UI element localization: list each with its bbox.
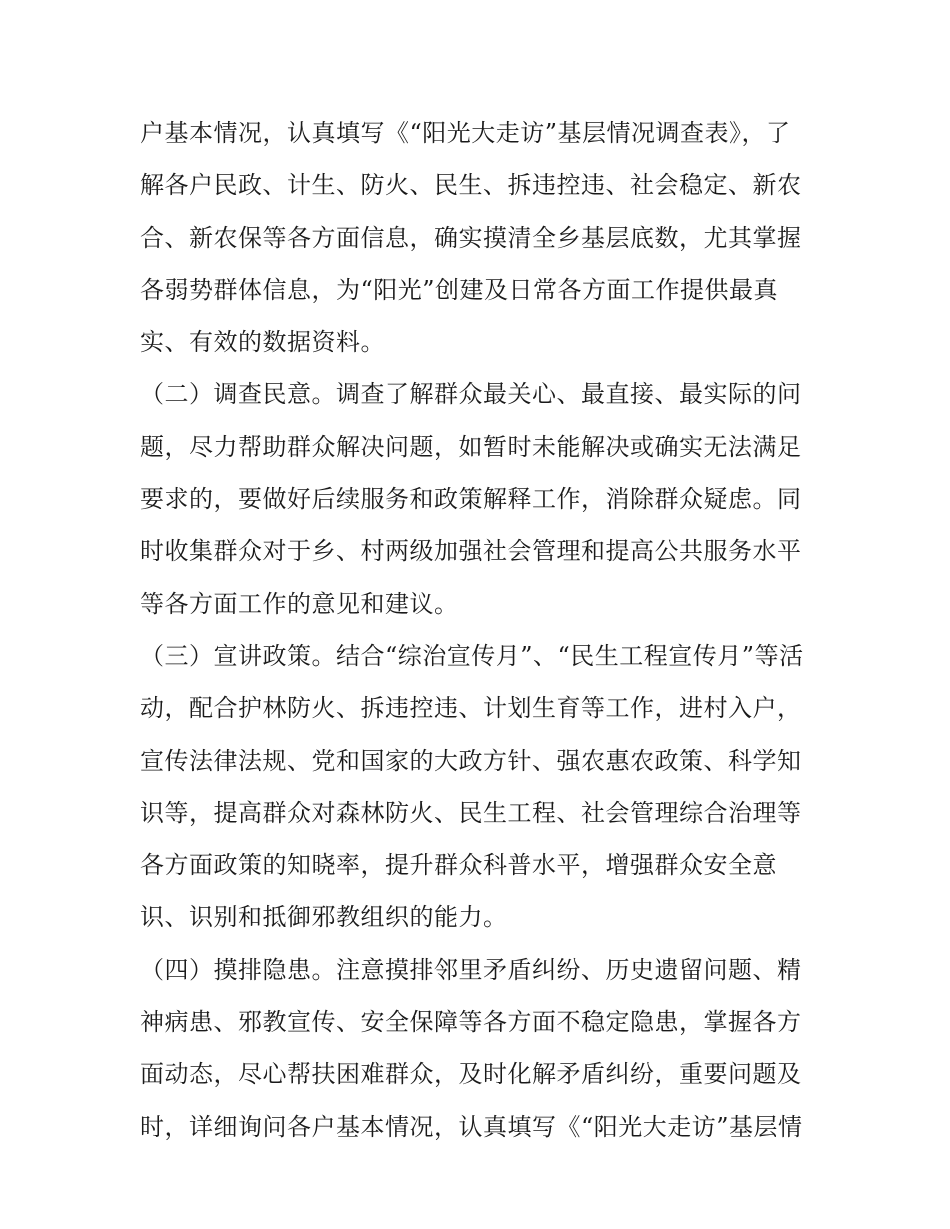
text-line: 识等，提高群众对森林防火、民生工程、社会管理综合治理等 — [140, 798, 802, 827]
text-line: 要求的，要做好后续服务和政策解释工作，消除群众疑虑。同 — [140, 485, 802, 514]
text-line: 户基本情况，认真填写《“阳光大走访”基层情况调查表》，了 — [140, 119, 791, 147]
text-line: 时收集群众对于乡、村两级加强社会管理和提高公共服务水平 — [140, 537, 802, 566]
text-line: 各弱势群体信息，为“阳光”创建及日常各方面工作提供最真 — [140, 275, 779, 304]
text-line: 解各户民政、计生、防火、民生、拆违控违、社会稳定、新农 — [140, 171, 802, 200]
text-line: 合、新农保等各方面信息，确实摸清全乡基层底数，尤其掌握 — [140, 223, 802, 252]
section-four-line: （四）摸排隐患。注意摸排邻里矛盾纠纷、历史遗留问题、精 — [140, 955, 802, 984]
body-text — [140, 107, 820, 1153]
text-line: 等各方面工作的意见和建议。 — [140, 589, 459, 618]
text-line: 题，尽力帮助群众解决问题，如暂时未能解决或确实无法满足 — [140, 432, 802, 461]
text-line: 面动态，尽心帮扶困难群众，及时化解矛盾纠纷，重要问题及 — [140, 1060, 802, 1089]
text-line: 实、有效的数据资料。 — [140, 328, 385, 357]
text-line: 神病患、邪教宣传、安全保障等各方面不稳定隐患，掌握各方 — [140, 1008, 802, 1037]
text-line: 各方面政策的知晓率，提升群众科普水平，增强群众安全意 — [140, 851, 777, 880]
text-line: 时，详细询问各户基本情况，认真填写《“阳光大走访”基层情 — [140, 1112, 803, 1141]
section-two-line: （二）调查民意。调查了解群众最关心、最直接、最实际的问 — [140, 380, 802, 409]
text-line: 识、识别和抵御邪教组织的能力。 — [140, 903, 508, 932]
section-three-line: （三）宣讲政策。结合“综治宣传月”、“民生工程宣传月”等活 — [140, 641, 804, 670]
text-line: 动，配合护林防火、拆违控违、计划生育等工作，进村入户， — [140, 694, 802, 723]
text-line: 宣传法律法规、党和国家的大政方针、强农惠农政策、科学知 — [140, 746, 802, 775]
